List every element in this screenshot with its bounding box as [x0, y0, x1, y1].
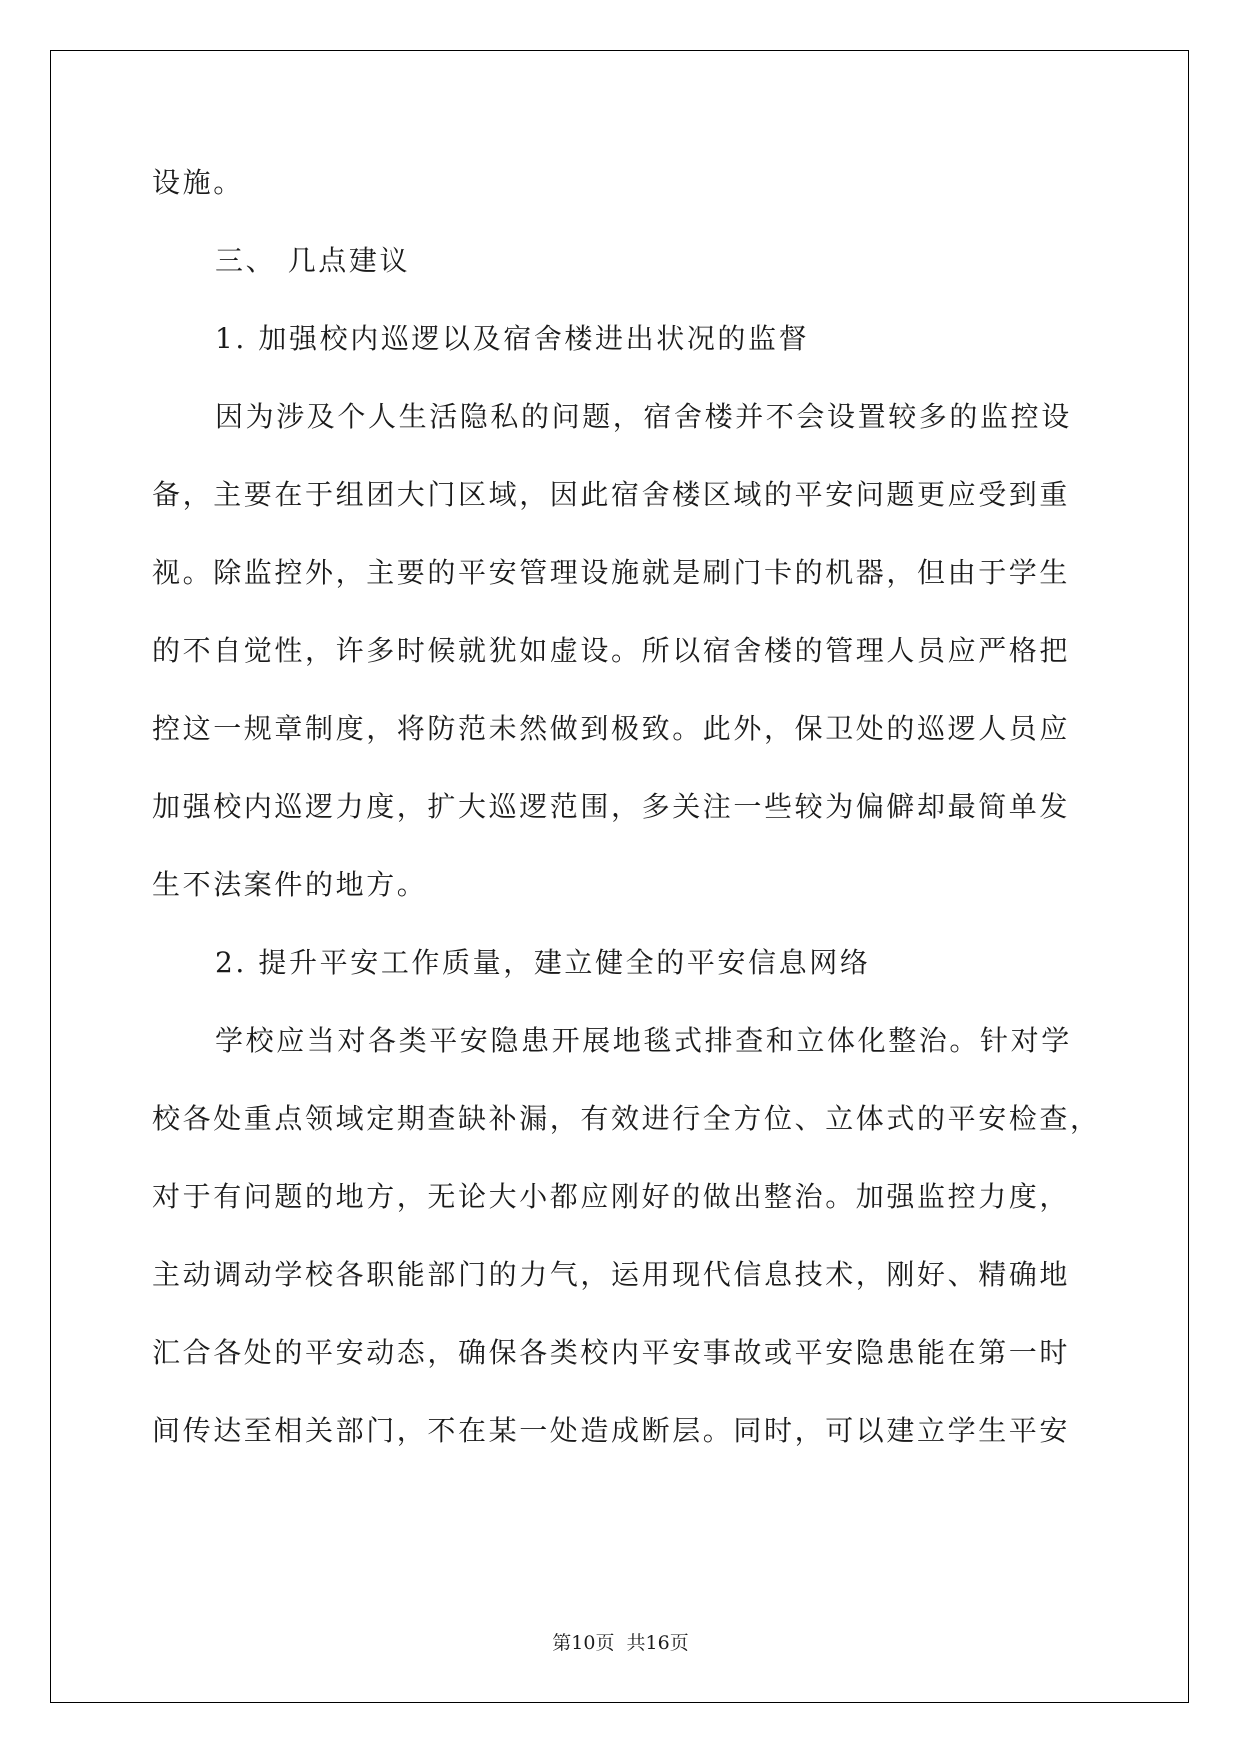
section-heading: 三、 几点建议 — [215, 244, 411, 277]
text-line: 间传达至相关部门，不在某一处造成断层。同时，可以建立学生平安 — [152, 1414, 1071, 1447]
text-line: 生不法案件的地方。 — [152, 868, 428, 901]
text-line: 学校应当对各类平安隐患开展地毯式排查和立体化整治。针对学 — [215, 1024, 1072, 1057]
document-body — [152, 164, 1101, 1490]
text-line: 控这一规章制度，将防范未然做到极致。此外，保卫处的巡逻人员应 — [152, 712, 1071, 745]
text-line: 主动调动学校各职能部门的力气，运用现代信息技术，刚好、精确地 — [152, 1258, 1071, 1291]
subheading: 1. 加强校内巡逻以及宿舍楼进出状况的监督 — [215, 322, 810, 355]
text-line: 的不自觉性，许多时候就犹如虚设。所以宿舍楼的管理人员应严格把 — [152, 634, 1071, 667]
text-line: 视。除监控外，主要的平安管理设施就是刷门卡的机器，但由于学生 — [152, 556, 1071, 589]
text-line: 加强校内巡逻力度，扩大巡逻范围，多关注一些较为偏僻却最简单发 — [152, 790, 1071, 823]
text-line: 设施。 — [152, 166, 244, 199]
subheading: 2. 提升平安工作质量，建立健全的平安信息网络 — [215, 946, 871, 979]
text-line: 对于有问题的地方，无论大小都应刚好的做出整治。加强监控力度， — [152, 1180, 1071, 1213]
page-number-footer: 第10页 共16页 — [552, 1632, 689, 1654]
text-line: 校各处重点领域定期查缺补漏，有效进行全方位、立体式的平安检查， — [152, 1102, 1101, 1135]
text-line: 汇合各处的平安动态，确保各类校内平安事故或平安隐患能在第一时 — [152, 1336, 1071, 1369]
text-line: 因为涉及个人生活隐私的问题，宿舍楼并不会设置较多的监控设 — [215, 400, 1072, 433]
text-line: 备，主要在于组团大门区域，因此宿舍楼区域的平安问题更应受到重 — [152, 478, 1071, 511]
